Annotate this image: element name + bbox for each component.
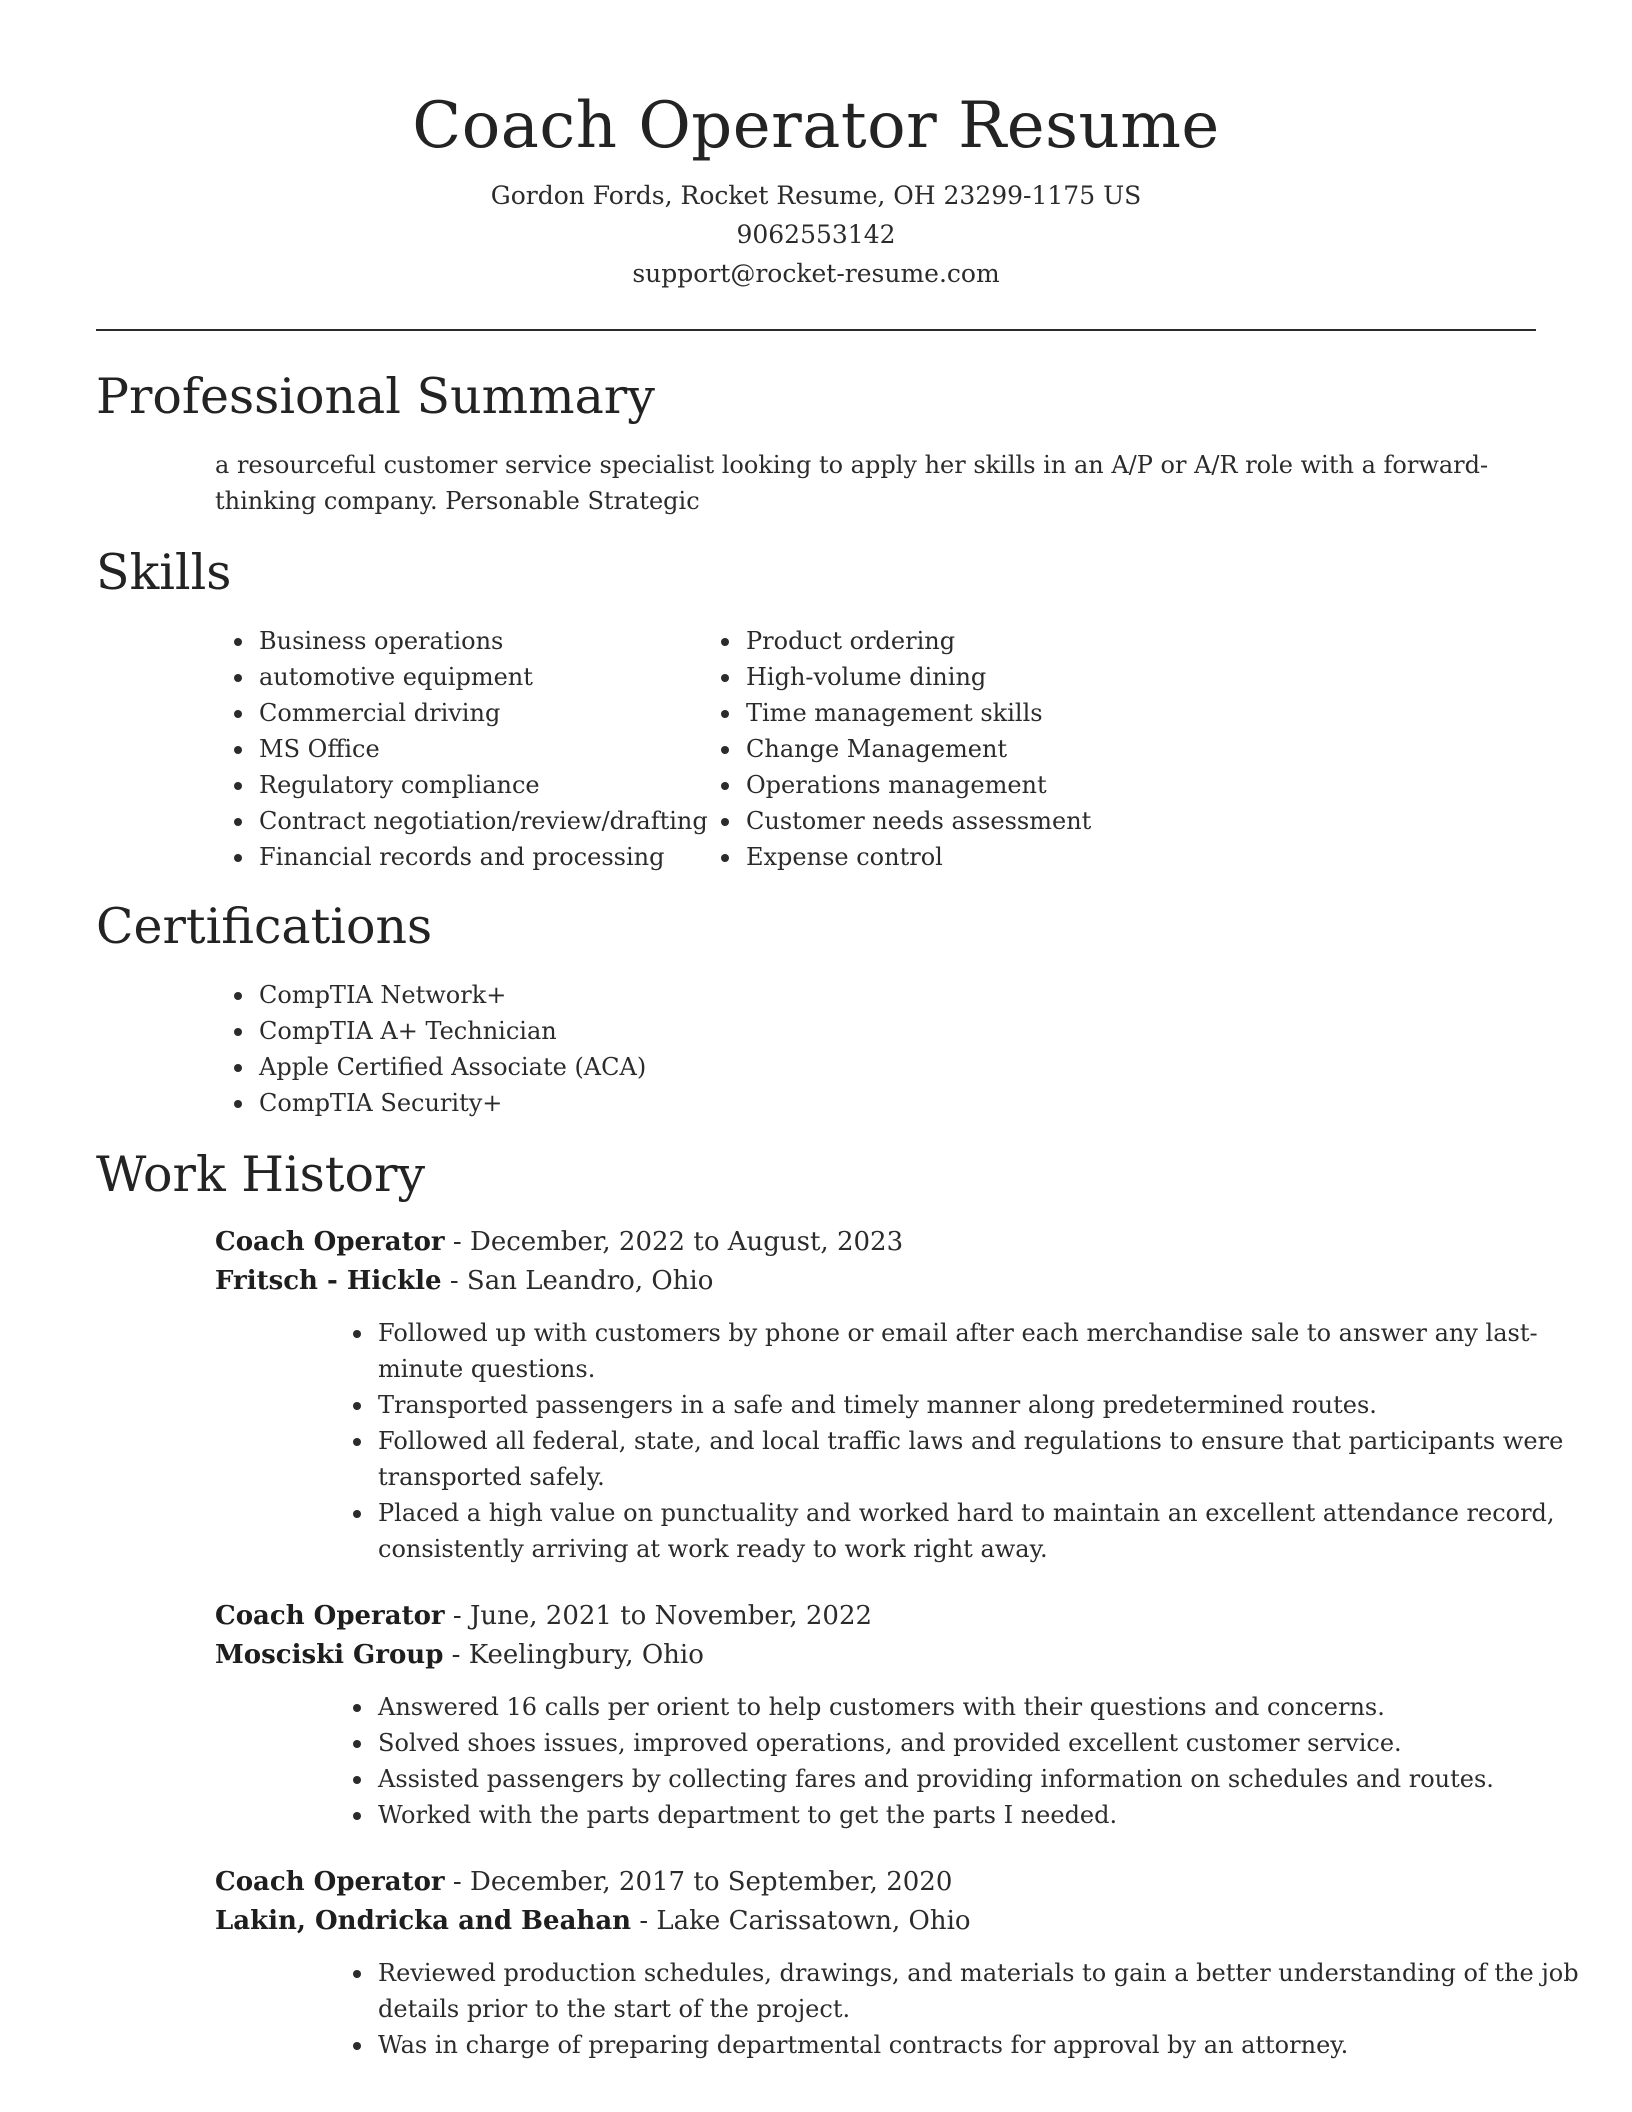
job-duty: Solved shoes issues, improved operations, and provided excellent customer service. (378, 1725, 1608, 1761)
job-company-line: Lakin, Ondricka and Beahan - Lake Carissatown, Ohio (215, 1906, 971, 1936)
header-divider (96, 329, 1536, 331)
certification-item: CompTIA Security+ (259, 1085, 1536, 1121)
summary-section (96, 367, 1536, 519)
job-duty: Followed all federal, state, and local traffic laws and regulations to ensure that participants were transported safely. (378, 1423, 1608, 1495)
job-location: San Leandro, Ohio (466, 1266, 714, 1296)
job-duty: Followed up with customers by phone or email after each merchandise sale to answer any last-minute questions. (378, 1315, 1608, 1387)
job-duty: Transported passengers in a safe and timely manner along predetermined routes. (378, 1387, 1608, 1423)
skill-item: MS Office (259, 731, 746, 767)
resume-page (96, 0, 1579, 2063)
resume-title: Coach Operator Resume (412, 89, 1220, 163)
job-role: Coach Operator (215, 1867, 445, 1897)
skill-item: Commercial driving (259, 695, 746, 731)
skills-column-left (96, 623, 746, 875)
skill-item: Contract negotiation/review/drafting (259, 803, 746, 839)
job-duty: Reviewed production schedules, drawings, and materials to gain a better understanding of the job details prior to the start of the project. (378, 1955, 1608, 2027)
job-entry (215, 1223, 1564, 1567)
skills-list-left (259, 623, 746, 875)
job-company: Mosciski Group (215, 1640, 444, 1670)
email-line: support@rocket-resume.com (632, 259, 1000, 288)
skill-item: Customer needs assessment (746, 803, 1396, 839)
skill-item: Financial records and processing (259, 839, 746, 875)
certifications-section (96, 897, 1536, 1121)
address-line: Gordon Fords, Rocket Resume, OH 23299-1175 US (490, 181, 1142, 210)
job-role-line: Coach Operator - December, 2022 to August, 2023 (215, 1227, 904, 1257)
job-role: Coach Operator (215, 1601, 445, 1631)
job-dates: December, 2022 to August, 2023 (469, 1227, 904, 1257)
job-role-line: Coach Operator - June, 2021 to November, 2022 (215, 1601, 873, 1631)
summary-text: a resourceful customer service specialist looking to apply her skills in an A/P or A/R role with a forward-thinking company. Personable Strategic (215, 451, 1489, 515)
job-duty: Was in charge of preparing departmental contracts for approval by an attorney. (378, 2027, 1608, 2063)
job-company-line: Fritsch - Hickle - San Leandro, Ohio (215, 1266, 714, 1296)
skill-item: Time management skills (746, 695, 1396, 731)
skill-item: automotive equipment (259, 659, 746, 695)
certification-item: Apple Certified Associate (ACA) (259, 1049, 1536, 1085)
job-dates: June, 2021 to November, 2022 (469, 1601, 873, 1631)
job-dates: December, 2017 to September, 2020 (469, 1867, 953, 1897)
phone-line: 9062553142 (736, 220, 896, 249)
summary-heading: Professional Summary (96, 368, 655, 425)
certifications-heading: Certifications (96, 898, 433, 955)
skill-item: Business operations (259, 623, 746, 659)
skill-item: High-volume dining (746, 659, 1396, 695)
job-role: Coach Operator (215, 1227, 445, 1257)
certification-item: CompTIA A+ Technician (259, 1013, 1536, 1049)
job-duty: Answered 16 calls per orient to help customers with their questions and concerns. (378, 1689, 1608, 1725)
skills-columns (96, 623, 1536, 875)
job-entry (215, 1597, 1536, 1833)
job-duty: Worked with the parts department to get the parts I needed. (378, 1797, 1608, 1833)
job-duty: Assisted passengers by collecting fares and providing information on schedules and routes. (378, 1761, 1608, 1797)
job-entry (215, 1863, 1579, 2063)
job-location: Lake Carissatown, Ohio (656, 1906, 971, 1936)
resume-header (96, 0, 1536, 293)
job-company: Lakin, Ondricka and Beahan (215, 1906, 632, 1936)
job-duties-list (378, 1315, 1608, 1567)
skill-item: Regulatory compliance (259, 767, 746, 803)
skills-heading: Skills (96, 544, 232, 601)
skill-item: Expense control (746, 839, 1396, 875)
skill-item: Operations management (746, 767, 1396, 803)
job-role-line: Coach Operator - December, 2017 to September, 2020 (215, 1867, 953, 1897)
skills-list-right (746, 623, 1396, 875)
certification-item: CompTIA Network+ (259, 977, 1536, 1013)
job-location: Keelingbury, Ohio (468, 1640, 704, 1670)
skill-item: Product ordering (746, 623, 1396, 659)
job-duties-list (378, 1955, 1608, 2063)
job-duties-list (378, 1689, 1608, 1833)
skills-column-right (746, 623, 1396, 875)
work-history-heading: Work History (96, 1146, 426, 1203)
skills-section (96, 543, 1536, 875)
job-company: Fritsch - Hickle (215, 1266, 442, 1296)
job-company-line: Mosciski Group - Keelingbury, Ohio (215, 1640, 704, 1670)
contact-block (96, 176, 1536, 293)
job-duty: Placed a high value on punctuality and worked hard to maintain an excellent attendance record, consistently arriving at work ready to work right away. (378, 1495, 1608, 1567)
skill-item: Change Management (746, 731, 1396, 767)
work-history-section (96, 1145, 1579, 2063)
certifications-list (259, 977, 1536, 1121)
